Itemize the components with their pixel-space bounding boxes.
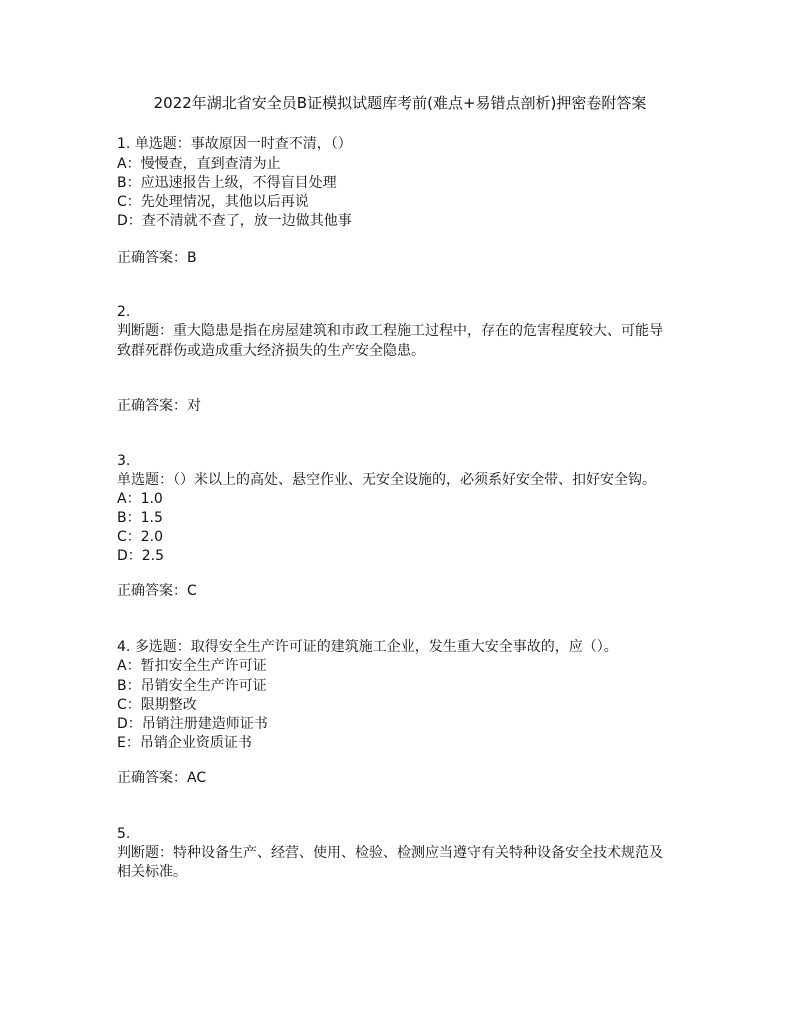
question-3-stem: 单选题：（）米以上的高处、悬空作业、无安全设施的，必须系好安全带、扣好安全钩。 <box>117 472 656 488</box>
question-4-option-c: C：限期整改 <box>117 697 197 713</box>
question-2-stem-line-1: 判断题：重大隐患是指在房屋建筑和市政工程施工过程中，存在的危害程度较大、可能导 <box>117 323 663 339</box>
question-1-option-c: C：先处理情况，其他以后再说 <box>117 194 309 210</box>
question-1-stem: 1. 单选题：事故原因一时查不清，（） <box>117 136 352 152</box>
question-5-stem-line-1: 判断题：特种设备生产、经营、使用、检验、检测应当遵守有关特种设备安全技术规范及 <box>117 845 663 861</box>
document-title: 2022年湖北省安全员B证模拟试题库考前(难点+易错点剖析)押密卷附答案 <box>153 94 647 112</box>
question-4-answer: 正确答案：AC <box>117 770 207 786</box>
question-1-option-a: A：慢慢查，直到查清为止 <box>117 156 281 172</box>
question-2-answer: 正确答案：对 <box>117 398 201 414</box>
question-2-stem-line-2: 致群死群伤或造成重大经济损失的生产安全隐患。 <box>117 343 425 359</box>
question-4-option-d: D：吊销注册建造师证书 <box>117 716 268 732</box>
question-4-stem: 4. 多选题：取得安全生产许可证的建筑施工企业，发生重大安全事故的，应（）。 <box>117 639 618 655</box>
question-4-number: 4. <box>117 639 131 655</box>
question-2-number: 2. <box>117 304 131 320</box>
question-3-option-a: A：1.0 <box>117 491 163 507</box>
question-4-option-e: E：吊销企业资质证书 <box>117 735 252 751</box>
question-3-option-d: D：2.5 <box>117 548 165 564</box>
question-1-number: 1. <box>117 136 131 152</box>
question-4-option-a: A：暂扣安全生产许可证 <box>117 658 267 674</box>
question-5-stem-line-2: 相关标准。 <box>117 864 187 880</box>
question-1-option-b: B：应迅速报告上级，不得盲目处理 <box>117 175 337 191</box>
question-1-option-d: D：查不清就不查了，放一边做其他事 <box>117 213 352 229</box>
question-3-option-b: B：1.5 <box>117 510 163 526</box>
question-4-option-b: B：吊销安全生产许可证 <box>117 678 267 694</box>
question-5-number: 5. <box>117 826 131 842</box>
question-3-option-c: C：2.0 <box>117 529 164 545</box>
question-3-number: 3. <box>117 453 131 469</box>
question-1-answer: 正确答案：B <box>117 250 197 266</box>
question-3-answer: 正确答案：C <box>117 583 197 599</box>
